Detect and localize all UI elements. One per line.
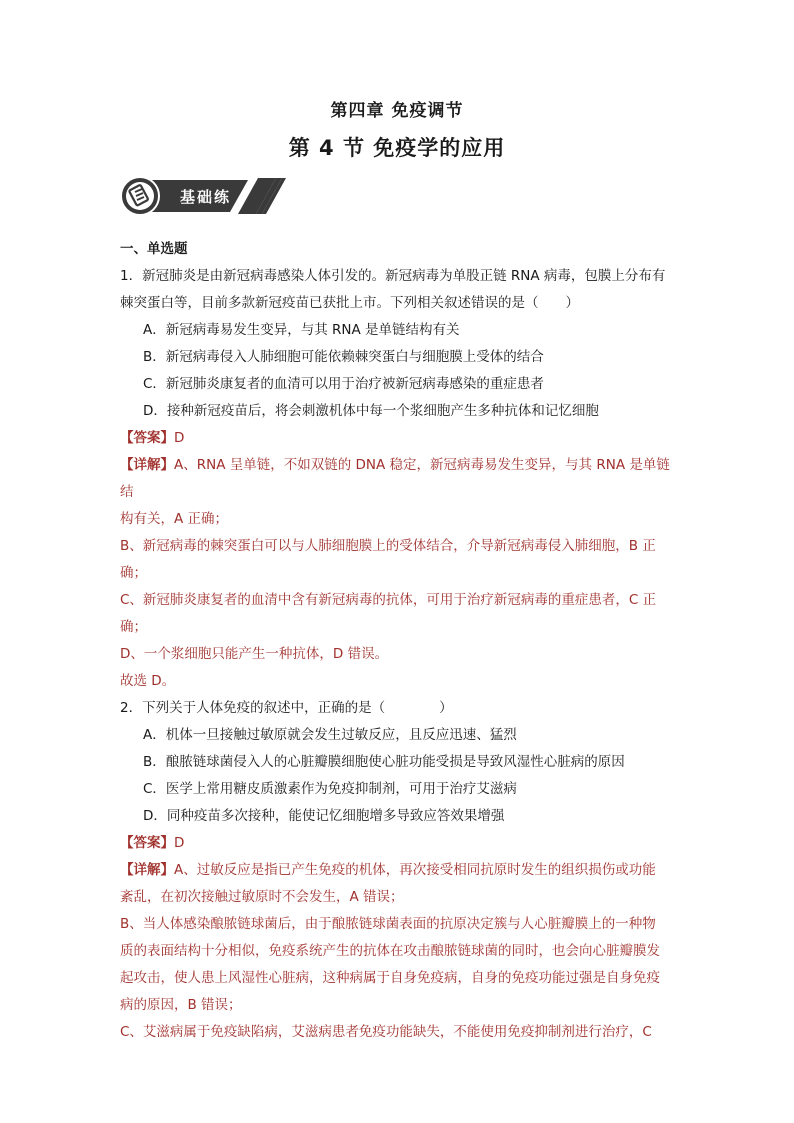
question-1-option-b: B．新冠病毒侵入人肺细胞可能依赖棘突蛋白与细胞膜上受体的结合	[143, 349, 544, 365]
question-1-explain-line-1	[120, 452, 676, 506]
question-2-stem-line-1: 2．下列关于人体免疫的叙述中，正确的是（ ）	[120, 700, 453, 716]
question-1-explain-line-7: D、一个浆细胞只能产生一种抗体，D 错误。	[120, 646, 389, 662]
question-1-option-c: C．新冠肺炎康复者的血清可以用于治疗被新冠病毒感染的重症患者	[143, 376, 544, 392]
question-1-stem-line-1: 1．新冠肺炎是由新冠病毒感染人体引发的。新冠病毒为单股正链 RNA 病毒，包膜上分布有	[120, 268, 666, 284]
explain-text: A、过敏反应是指已产生免疫的机体，再次接受相同抗原时发生的组织损伤或功能	[174, 862, 656, 878]
question-1-answer	[120, 425, 676, 452]
question-2-explain-line-4: 质的表面结构十分相似，免疫系统产生的抗体在攻击酿脓链球菌的同时，也会向心脏瓣膜发	[120, 943, 660, 959]
question-2-explain-line-7: C、艾滋病属于免疫缺陷病，艾滋病患者免疫功能缺失，不能使用免疫抑制剂进行治疗，C	[120, 1024, 652, 1040]
badge-label: 基础练	[180, 188, 232, 206]
question-2-option-d: D．同种疫苗多次接种，能使记忆细胞增多导致应答效果增强	[143, 808, 505, 824]
question-2-explain-line-3: B、当人体感染酿脓链球菌后，由于酿脓链球菌表面的抗原决定簇与人心脏瓣膜上的一种物	[120, 916, 656, 932]
question-1-explain-line-8: 故选 D。	[120, 673, 176, 689]
question-1-option-a: A．新冠病毒易发生变异，与其 RNA 是单链结构有关	[143, 322, 460, 338]
question-1-stem-line-2: 棘突蛋白等，目前多款新冠疫苗已获批上市。下列相关叙述错误的是（ ）	[120, 295, 579, 311]
question-1-explain-line-6: 确；	[120, 619, 147, 635]
question-2-explain-line-6: 病的原因，B 错误；	[120, 997, 242, 1013]
question-2-explain-line-5: 起攻击，使人患上风湿性心脏病，这种病属于自身免疫病，自身的免疫功能过强是自身免疫	[120, 970, 660, 986]
answer-value: D	[174, 835, 185, 851]
question-1-explain-line-3: B、新冠病毒的棘突蛋白可以与人肺细胞膜上的受体结合，介导新冠病毒侵入肺细胞，B 正	[120, 538, 656, 554]
question-2-option-b: B．酿脓链球菌侵入人的心脏瓣膜细胞使心脏功能受损是导致风湿性心脏病的原因	[143, 754, 625, 770]
part-heading: 一、单选题	[120, 241, 188, 257]
question-1-explain-line-2: 构有关，A 正确；	[120, 511, 229, 527]
question-2-option-a: A．机体一旦接触过敏原就会发生过敏反应，且反应迅速、猛烈	[143, 727, 517, 743]
explain-text: A、RNA 呈单链，不如双链的 DNA 稳定，新冠病毒易发生变异，与其 RNA 是单链结	[120, 457, 670, 500]
basic-practice-badge	[120, 176, 288, 216]
answer-tag: 【答案】	[120, 430, 174, 446]
section-title: 第 4 节 免疫学的应用	[288, 136, 506, 160]
answer-tag: 【答案】	[120, 835, 174, 851]
question-1-option-d: D．接种新冠疫苗后，将会刺激机体中每一个浆细胞产生多种抗体和记忆细胞	[143, 403, 599, 419]
chapter-title: 第四章 免疫调节	[330, 101, 464, 121]
question-2-option-c: C．医学上常用糖皮质激素作为免疫抑制剂，可用于治疗艾滋病	[143, 781, 517, 797]
explain-tag: 【详解】	[120, 457, 174, 473]
question-1-explain-line-5: C、新冠肺炎康复者的血清中含有新冠病毒的抗体，可用于治疗新冠病毒的重症患者，C 正	[120, 592, 657, 608]
explain-tag: 【详解】	[120, 862, 174, 878]
question-2-explain-line-2: 紊乱，在初次接触过敏原时不会发生，A 错误；	[120, 889, 404, 905]
content	[120, 236, 676, 1046]
question-1-explain-line-4: 确；	[120, 565, 147, 581]
question-2-answer	[120, 830, 676, 857]
question-2-explain-line-1	[120, 857, 676, 884]
answer-value: D	[174, 430, 185, 446]
